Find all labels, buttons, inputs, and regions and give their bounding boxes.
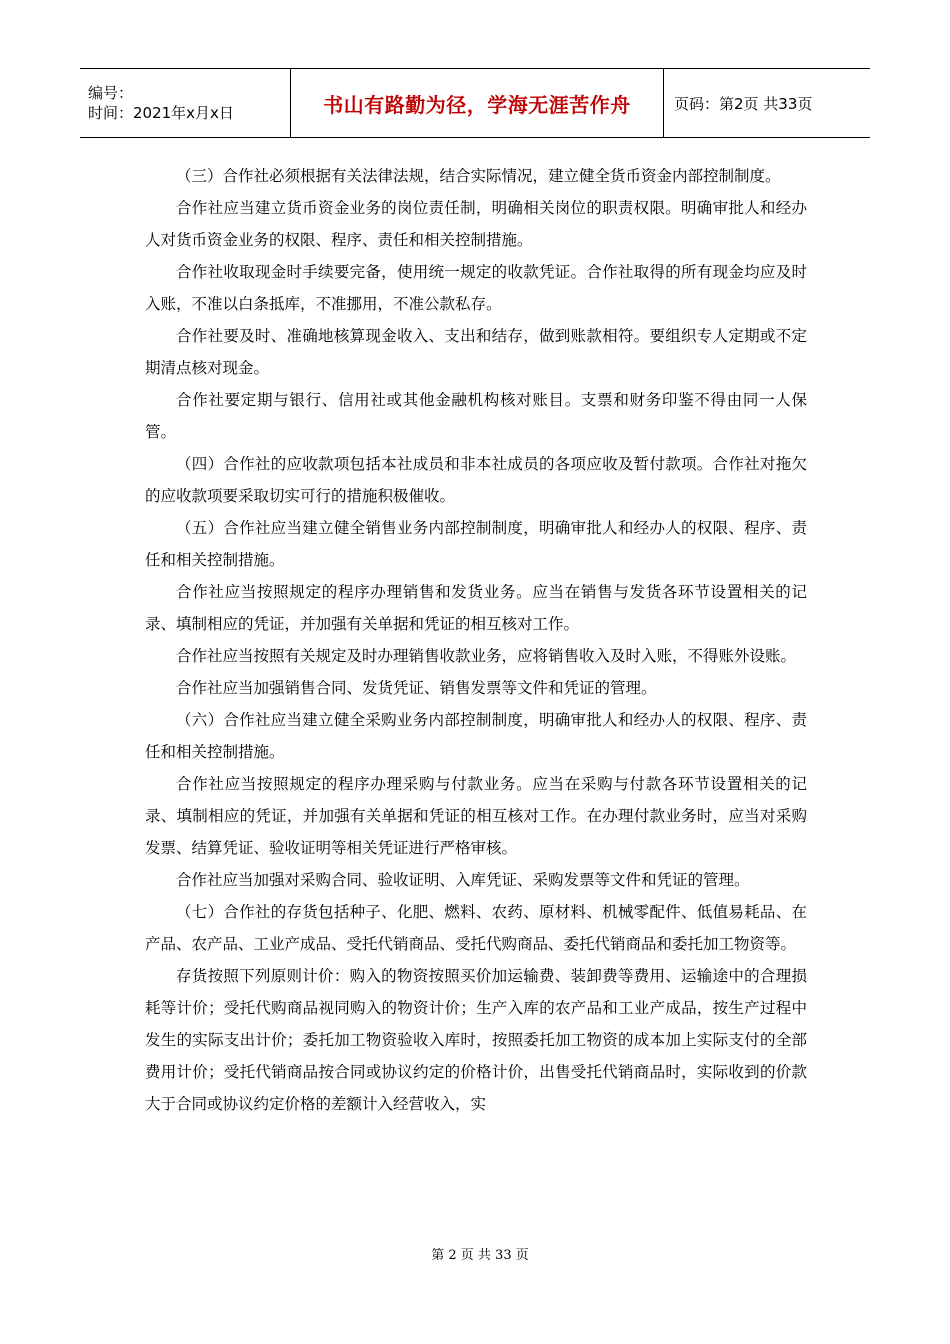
paragraph: 合作社应当加强销售合同、发货凭证、销售发票等文件和凭证的管理。 xyxy=(176,679,657,697)
paragraph: 存货按照下列原则计价：购入的物资按照买价加运输费、装卸费等费用、运输途中的合理损耗等计价；受托代购商品视同购入的物资计价；生产入库的农产品和工业产成品，按生产过程中发生的实际支出计价；委托加工物资验收入库时，按照委托加工物资的成本加上实际支付的全部费用计价；受托代销商品按合同或协议约定的价格计价，出售受托代销商品时，实际收到的价款大于合同或协议约定价格的差额计入经营收入，实 xyxy=(145,967,807,1113)
page-header xyxy=(80,68,870,138)
paragraph: 合作社要及时、准确地核算现金收入、支出和结存，做到账款相符。要组织专人定期或不定期清点核对现金。 xyxy=(145,327,807,377)
page-footer: 第 2 页 共 33 页 xyxy=(431,1248,529,1263)
paragraph: 合作社应当按照规定的程序办理销售和发货业务。应当在销售与发货各环节设置相关的记录、填制相应的凭证，并加强有关单据和凭证的相互核对工作。 xyxy=(145,583,807,633)
paragraph: （七）合作社的存货包括种子、化肥、燃料、农药、原材料、机械零配件、低值易耗品、在产品、农产品、工业产成品、受托代销商品、受托代购商品、委托代销商品和委托加工物资等。 xyxy=(145,903,807,953)
header-motto: 书山有路勤为径，学海无涯苦作舟 xyxy=(291,69,664,137)
paragraph: 合作社应当建立货币资金业务的岗位责任制，明确相关岗位的职责权限。明确审批人和经办人对货币资金业务的权限、程序、责任和相关控制措施。 xyxy=(145,199,807,249)
paragraph: 合作社收取现金时手续要完备，使用统一规定的收款凭证。合作社取得的所有现金均应及时入账，不准以白条抵库，不准挪用，不准公款私存。 xyxy=(145,263,807,313)
header-page-info: 页码：第2页 共33页 xyxy=(674,94,813,113)
document-body xyxy=(145,160,807,1120)
paragraph: 合作社应当加强对采购合同、验收证明、入库凭证、采购发票等文件和凭证的管理。 xyxy=(176,871,750,889)
paragraph: （三）合作社必须根据有关法律法规，结合实际情况，建立健全货币资金内部控制制度。 xyxy=(176,167,781,185)
document-number-label: 编号： xyxy=(88,84,134,102)
paragraph: （四）合作社的应收款项包括本社成员和非本社成员的各项应收及暂付款项。合作社对拖欠的应收款项要采取切实可行的措施积极催收。 xyxy=(145,455,807,505)
document-date: 时间：2021年x月x日 xyxy=(88,104,234,122)
header-meta xyxy=(80,69,291,137)
paragraph: 合作社应当按照有关规定及时办理销售收款业务，应将销售收入及时入账，不得账外设账。 xyxy=(176,647,797,665)
paragraph: （五）合作社应当建立健全销售业务内部控制制度，明确审批人和经办人的权限、程序、责任和相关控制措施。 xyxy=(145,519,807,569)
paragraph: 合作社要定期与银行、信用社或其他金融机构核对账目。支票和财务印鉴不得由同一人保管。 xyxy=(145,391,807,441)
paragraph: 合作社应当按照规定的程序办理采购与付款业务。应当在采购与付款各环节设置相关的记录、填制相应的凭证，并加强有关单据和凭证的相互核对工作。在办理付款业务时，应当对采购发票、结算凭证、验收证明等相关凭证进行严格审核。 xyxy=(145,775,807,857)
paragraph: （六）合作社应当建立健全采购业务内部控制制度，明确审批人和经办人的权限、程序、责任和相关控制措施。 xyxy=(145,711,807,761)
